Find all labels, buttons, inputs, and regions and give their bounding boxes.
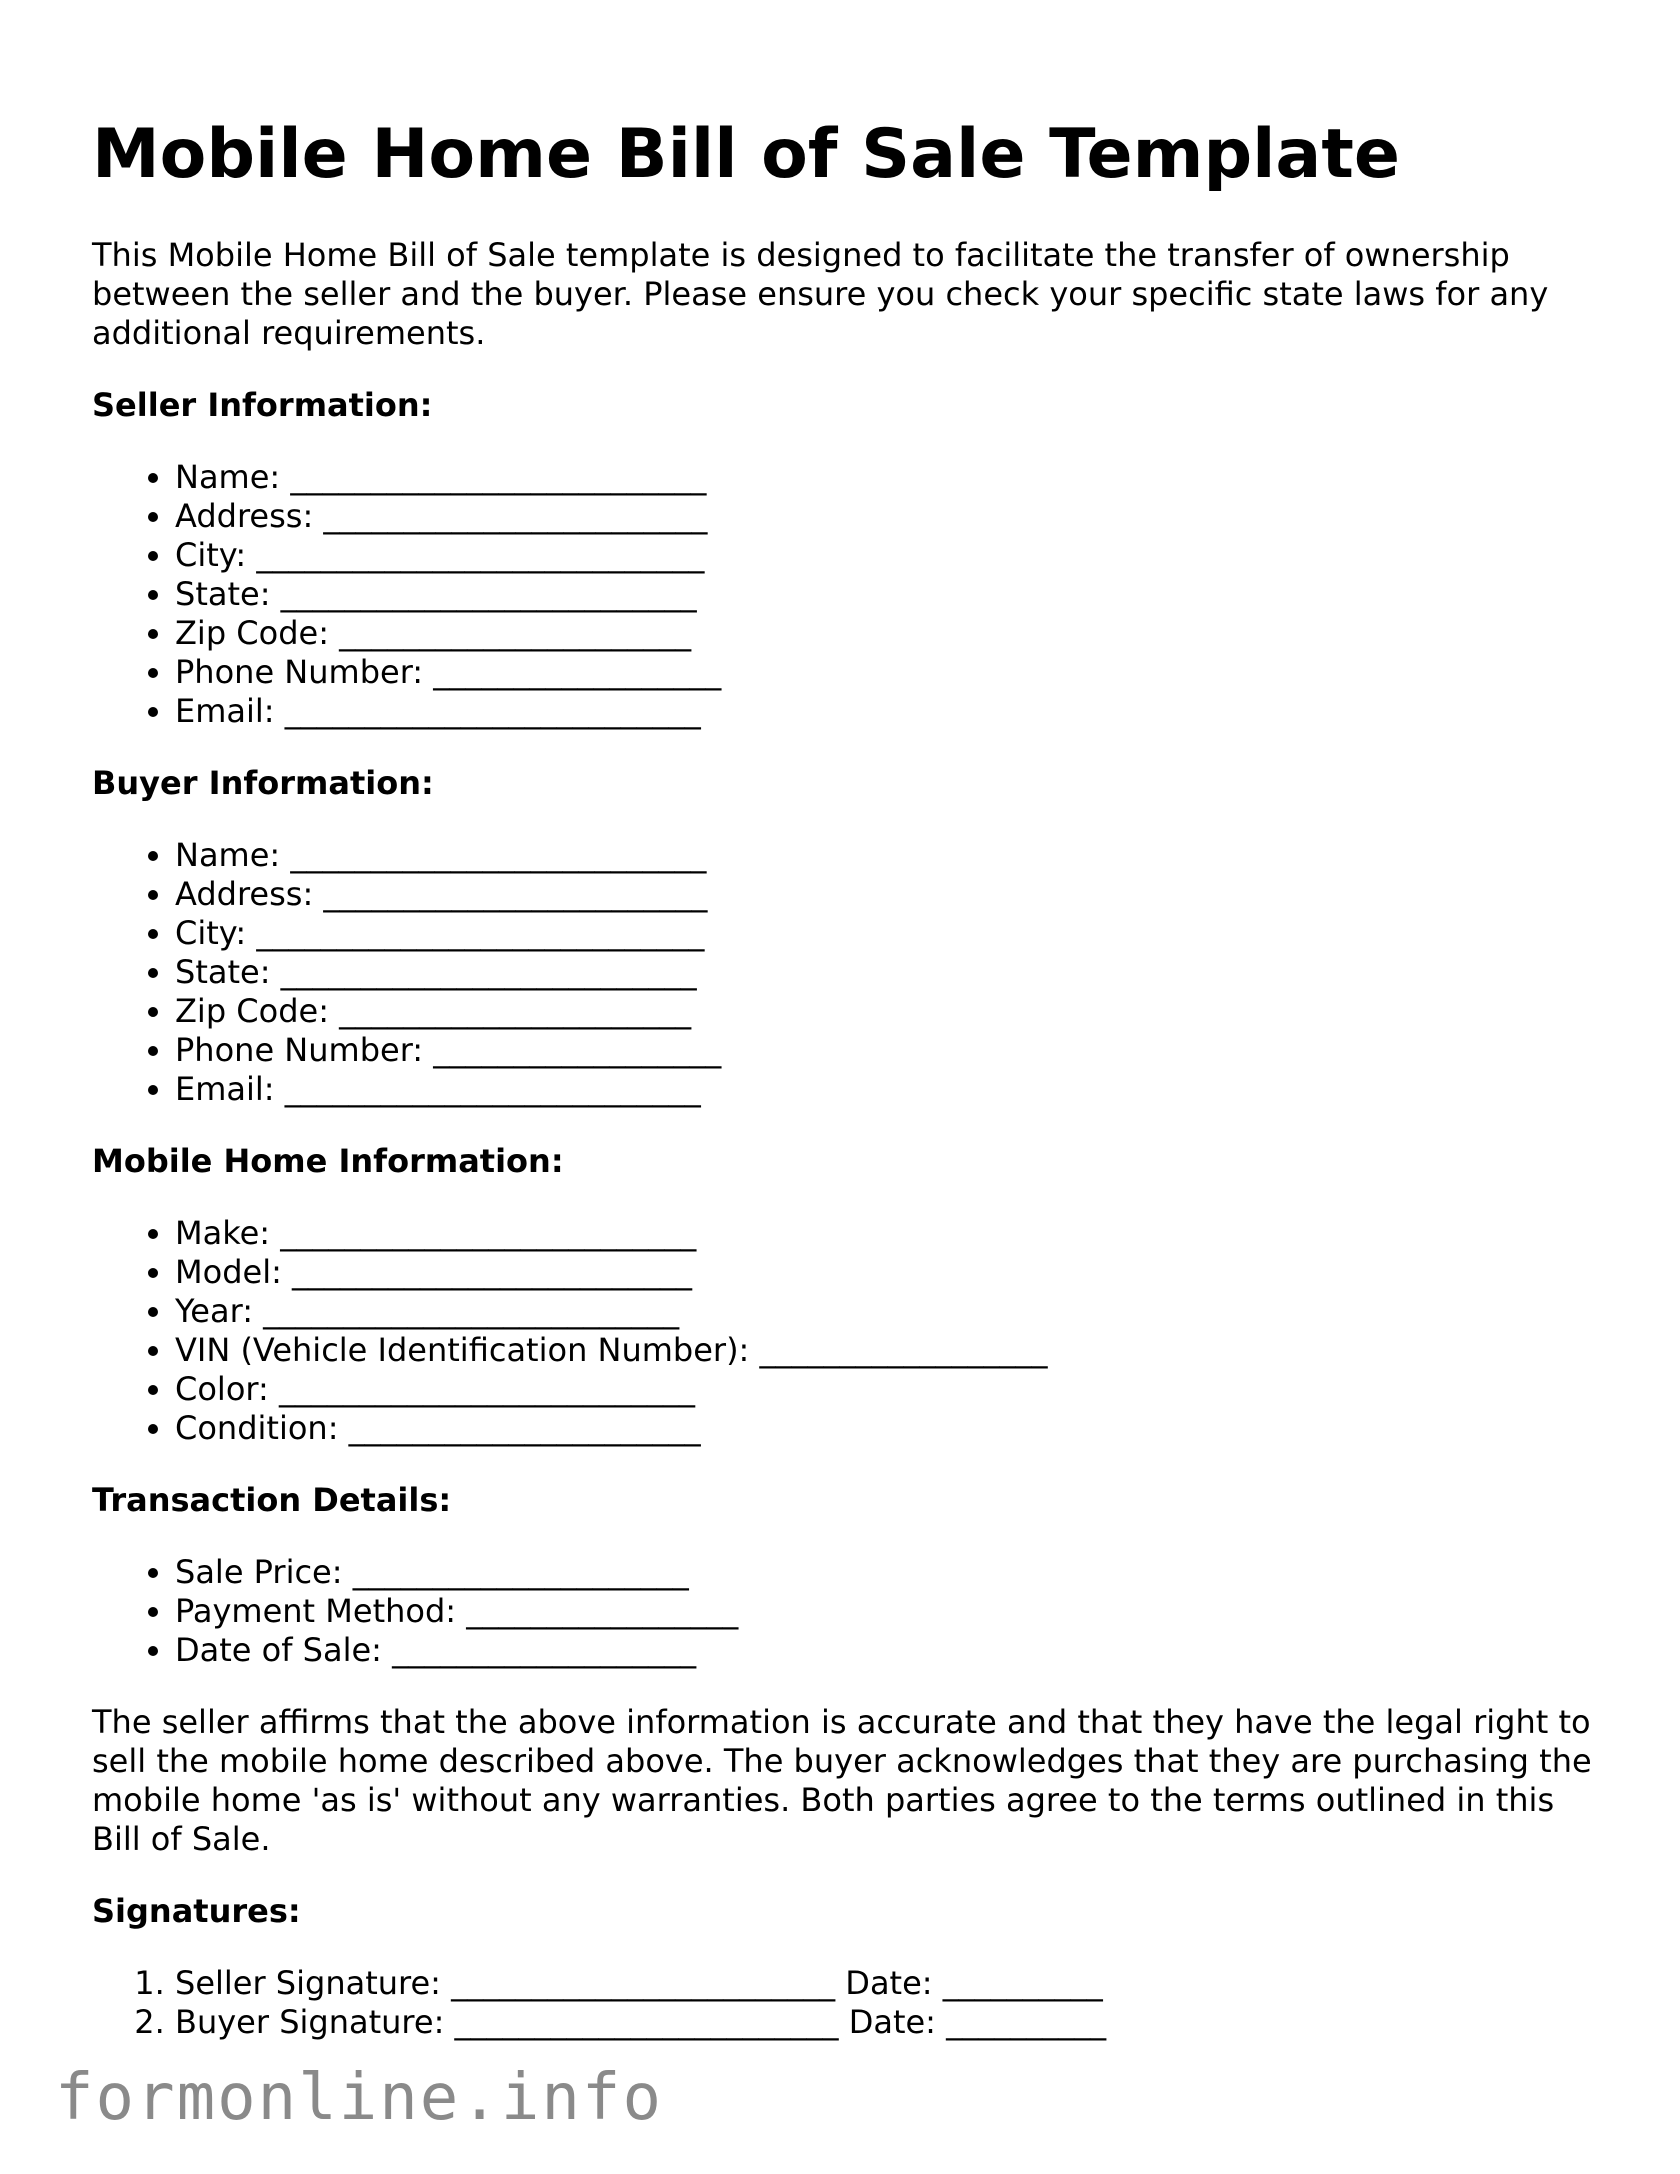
seller-zip-field: • Zip Code: ______________________ bbox=[175, 614, 1612, 653]
seller-email-field: • Email: __________________________ bbox=[175, 692, 1612, 731]
page-title: Mobile Home Bill of Sale Template bbox=[92, 115, 1400, 194]
signatures-heading: Signatures: bbox=[92, 1892, 301, 1930]
buyer-address-field: • Address: ________________________ bbox=[175, 875, 1612, 914]
home-model-field: • Model: _________________________ bbox=[175, 1253, 1612, 1292]
seller-address-field: • Address: ________________________ bbox=[175, 497, 1612, 536]
buyer-state-field: • State: __________________________ bbox=[175, 953, 1612, 992]
affirmation-paragraph: The seller affirms that the above information is accurate and that they have the legal right to sell the mobile home described above. The buyer acknowledges that they are purchasing the mobile home 'as is' without any warranties. Both parties agree to the terms outlined in this Bill of Sale. bbox=[92, 1703, 1592, 1858]
buyer-signature-line: 2. Buyer Signature: ________________________ Date: __________ bbox=[175, 2003, 1612, 2042]
home-condition-field: • Condition: ______________________ bbox=[175, 1409, 1612, 1448]
seller-phone-field: • Phone Number: __________________ bbox=[175, 653, 1612, 692]
home-color-field: • Color: __________________________ bbox=[175, 1370, 1612, 1409]
payment-method-field: • Payment Method: _________________ bbox=[175, 1592, 1612, 1631]
transaction-heading: Transaction Details: bbox=[92, 1481, 452, 1519]
seller-state-field: • State: __________________________ bbox=[175, 575, 1612, 614]
site-watermark: formonline.info bbox=[55, 2061, 663, 2135]
home-vin-field: • VIN (Vehicle Identification Number): __________________ bbox=[175, 1331, 1612, 1370]
buyer-field-list bbox=[92, 836, 1612, 1109]
bill-of-sale-document bbox=[92, 112, 1612, 2042]
home-year-field: • Year: __________________________ bbox=[175, 1292, 1612, 1331]
seller-city-field: • City: ____________________________ bbox=[175, 536, 1612, 575]
seller-name-field: • Name: __________________________ bbox=[175, 458, 1612, 497]
home-make-field: • Make: __________________________ bbox=[175, 1214, 1612, 1253]
mobile-home-heading: Mobile Home Information: bbox=[92, 1142, 564, 1180]
sale-price-field: • Sale Price: _____________________ bbox=[175, 1553, 1612, 1592]
buyer-city-field: • City: ____________________________ bbox=[175, 914, 1612, 953]
transaction-field-list bbox=[92, 1553, 1612, 1670]
intro-paragraph: This Mobile Home Bill of Sale template is designed to facilitate the transfer of ownership between the seller and the buyer. Please ensure you check your specific state laws for any additional requirements. bbox=[92, 236, 1549, 352]
seller-signature-line: 1. Seller Signature: ________________________ Date: __________ bbox=[175, 1964, 1612, 2003]
buyer-email-field: • Email: __________________________ bbox=[175, 1070, 1612, 1109]
seller-heading: Seller Information: bbox=[92, 386, 433, 424]
buyer-zip-field: • Zip Code: ______________________ bbox=[175, 992, 1612, 1031]
mobile-home-field-list bbox=[92, 1214, 1612, 1448]
buyer-name-field: • Name: __________________________ bbox=[175, 836, 1612, 875]
seller-field-list bbox=[92, 458, 1612, 731]
date-of-sale-field: • Date of Sale: ___________________ bbox=[175, 1631, 1612, 1670]
signature-list bbox=[92, 1964, 1612, 2042]
buyer-phone-field: • Phone Number: __________________ bbox=[175, 1031, 1612, 1070]
buyer-heading: Buyer Information: bbox=[92, 764, 434, 802]
